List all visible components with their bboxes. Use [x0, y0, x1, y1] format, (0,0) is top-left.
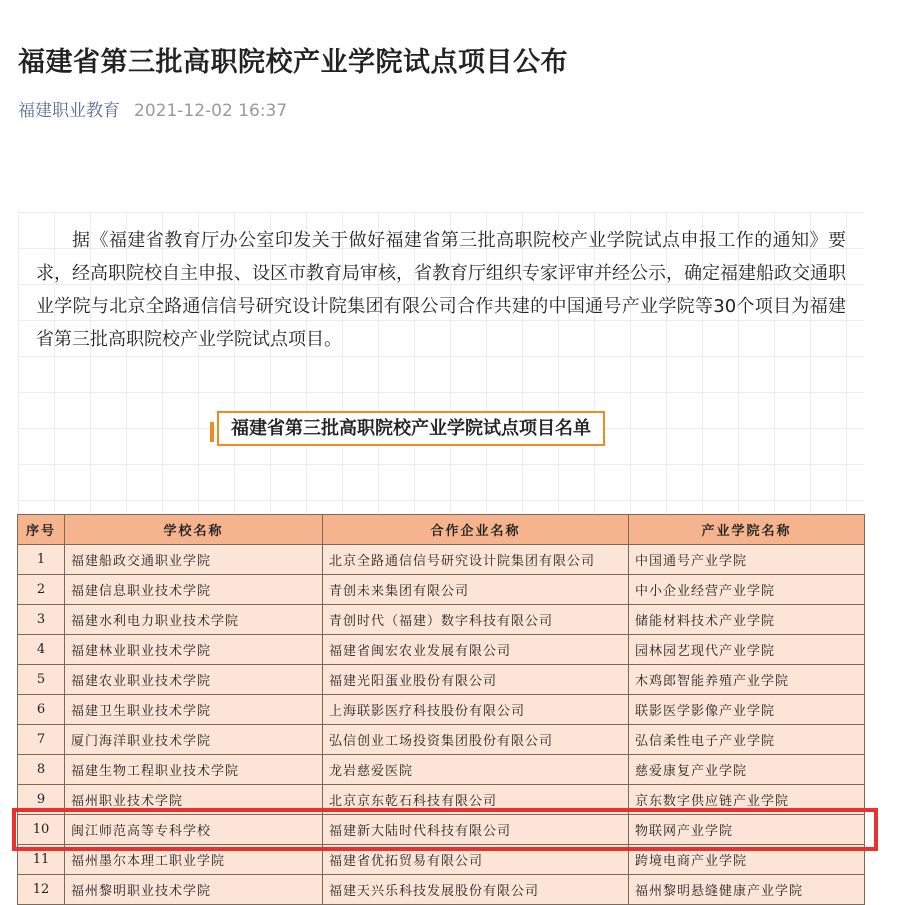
cell-college: 京东数字供应链产业学院: [629, 785, 865, 815]
cell-school: 福建农业职业技术学院: [65, 665, 323, 695]
cell-school: 福州黎明职业技术学院: [65, 875, 323, 905]
cell-company: 青创未来集团有限公司: [323, 575, 629, 605]
cell-college: 联影医学影像产业学院: [629, 695, 865, 725]
cell-company: 福建光阳蛋业股份有限公司: [323, 665, 629, 695]
cell-company: 北京京东乾石科技有限公司: [323, 785, 629, 815]
cell-school: 福建水利电力职业技术学院: [65, 605, 323, 635]
cell-school: 福建卫生职业技术学院: [65, 695, 323, 725]
table-row-highlighted: [18, 815, 865, 845]
cell-company: 龙岩慈爱医院: [323, 755, 629, 785]
article-paragraph: 据《福建省教育厅办公室印发关于做好福建省第三批高职院校产业学院试点申报工作的通知》要求，经高职院校自主申报、设区市教育局审核，省教育厅组织专家评审并经公示，确定福建船政交通职业学院与北京全路通信信号研究设计院集团有限公司合作共建的中国通号产业学院等30个项目为福建省第三批高职院校产业学院试点项目。: [36, 230, 846, 350]
header-school: 学校名称: [65, 515, 323, 545]
cell-college: 中小企业经营产业学院: [629, 575, 865, 605]
cell-seq: 11: [18, 845, 65, 875]
table-row: [18, 755, 865, 785]
cell-college: 物联网产业学院: [629, 815, 865, 845]
cell-seq: 10: [18, 815, 65, 845]
list-title: 福建省第三批高职院校产业学院试点项目名单: [217, 411, 605, 446]
author-link[interactable]: 福建职业教育: [18, 101, 120, 121]
table-row: [18, 575, 865, 605]
cell-college: 跨境电商产业学院: [629, 845, 865, 875]
cell-seq: 9: [18, 785, 65, 815]
cell-company: 弘信创业工场投资集团股份有限公司: [323, 725, 629, 755]
cell-seq: 5: [18, 665, 65, 695]
table-row: [18, 695, 865, 725]
table-row: [18, 845, 865, 875]
cell-company: 福建新大陆时代科技有限公司: [323, 815, 629, 845]
cell-school: 厦门海洋职业技术学院: [65, 725, 323, 755]
cell-college: 福州黎明悬缝健康产业学院: [629, 875, 865, 905]
cell-college: 园林园艺现代产业学院: [629, 635, 865, 665]
cell-seq: 1: [18, 545, 65, 575]
header-company: 合作企业名称: [323, 515, 629, 545]
cell-company: 青创时代（福建）数字科技有限公司: [323, 605, 629, 635]
cell-college: 弘信柔性电子产业学院: [629, 725, 865, 755]
cell-college: 储能材料技术产业学院: [629, 605, 865, 635]
cell-company: 北京全路通信信号研究设计院集团有限公司: [323, 545, 629, 575]
article-meta: [18, 96, 287, 121]
table-row: [18, 875, 865, 905]
cell-seq: 2: [18, 575, 65, 605]
table-row: [18, 665, 865, 695]
cell-company: 福建省优拓贸易有限公司: [323, 845, 629, 875]
table-row: [18, 605, 865, 635]
table-header-row: [18, 515, 865, 545]
header-seq: 序号: [18, 515, 65, 545]
cell-company: 福建天兴乐科技发展股份有限公司: [323, 875, 629, 905]
cell-school: 福州墨尔本理工职业学院: [65, 845, 323, 875]
cell-company: 福建省闽宏农业发展有限公司: [323, 635, 629, 665]
cell-school: 福州职业技术学院: [65, 785, 323, 815]
cell-seq: 8: [18, 755, 65, 785]
cell-seq: 7: [18, 725, 65, 755]
cell-company: 上海联影医疗科技股份有限公司: [323, 695, 629, 725]
cell-school: 福建生物工程职业技术学院: [65, 755, 323, 785]
table-row: [18, 785, 865, 815]
cell-school: 福建船政交通职业学院: [65, 545, 323, 575]
cell-seq: 6: [18, 695, 65, 725]
publish-time: 2021-12-02 16:37: [134, 101, 288, 121]
cell-school: 福建信息职业技术学院: [65, 575, 323, 605]
cell-college: 中国通号产业学院: [629, 545, 865, 575]
cell-seq: 3: [18, 605, 65, 635]
cell-school: 福建林业职业技术学院: [65, 635, 323, 665]
article-title: 福建省第三批高职院校产业学院试点项目公布: [18, 47, 568, 78]
table-row: [18, 725, 865, 755]
cell-college: 木鸡郎智能养殖产业学院: [629, 665, 865, 695]
cell-school: 闽江师范高等专科学校: [65, 815, 323, 845]
table-row: [18, 545, 865, 575]
cell-college: 慈爱康复产业学院: [629, 755, 865, 785]
header-college: 产业学院名称: [629, 515, 865, 545]
project-table: [17, 514, 865, 905]
table-row: [18, 635, 865, 665]
cell-seq: 4: [18, 635, 65, 665]
cell-seq: 12: [18, 875, 65, 905]
